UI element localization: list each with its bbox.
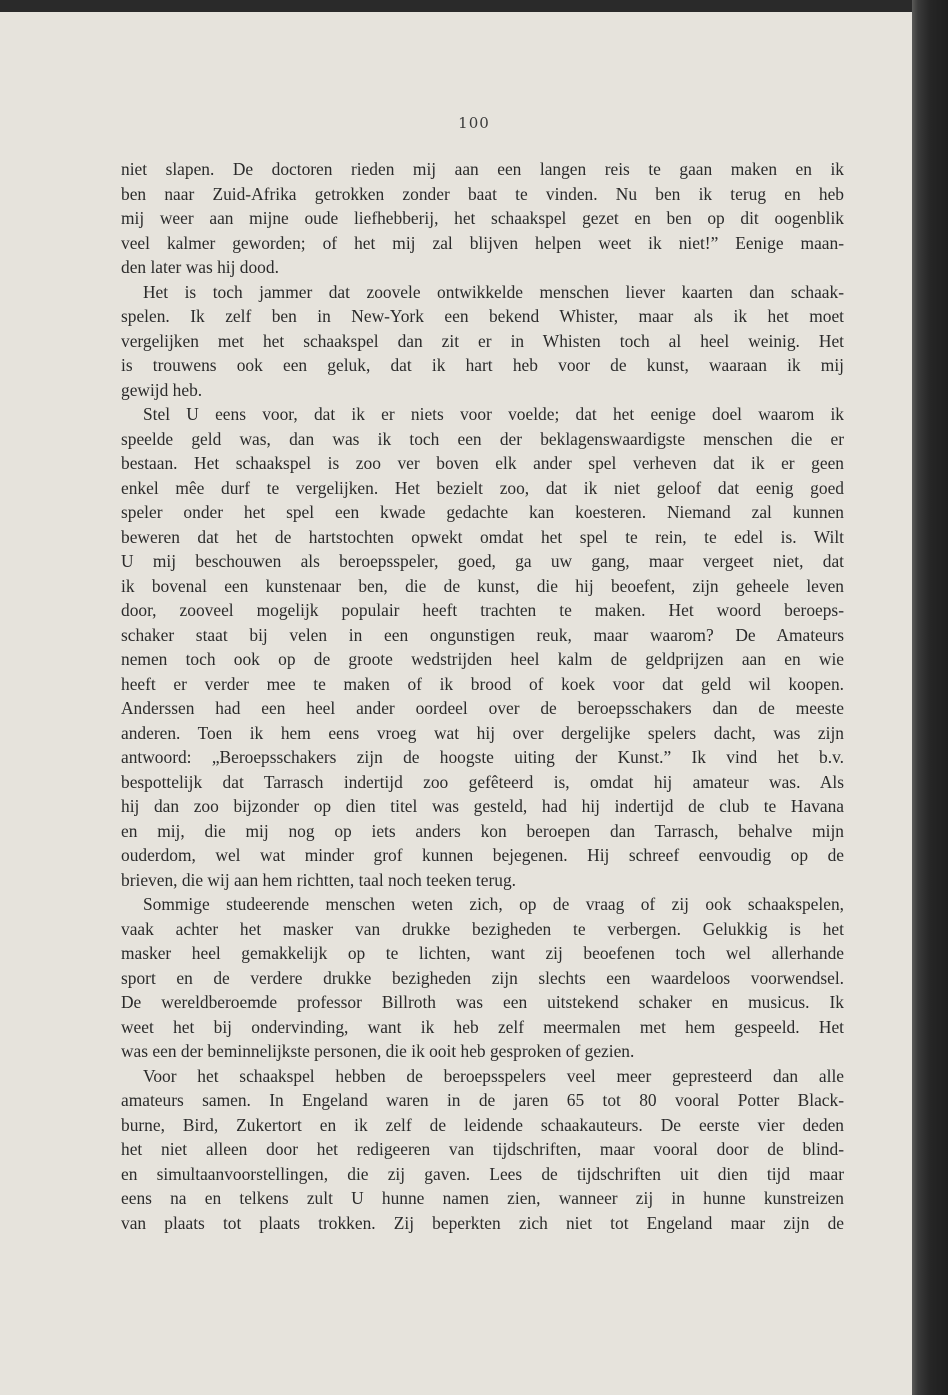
text-line: sport en de verdere drukke bezigheden zijn slechts een waardeloos voorwendsel. xyxy=(121,967,844,988)
text-line: amateurs samen. In Engeland waren in de jaren 65 tot 80 vooral Potter Black- xyxy=(121,1090,844,1110)
text-line: beweren dat het de hartstochten opwekt omdat het spel te rein, te edel is. Wilt xyxy=(121,526,844,547)
text-line: ik bovenal een kunstenaar ben, die de kunst, die hij beoefent, zijn geheele leven xyxy=(121,575,844,596)
text-line: speelde geld was, dan was ik toch een der beklagenswaardigste menschen die er xyxy=(121,428,844,449)
text-line: is trouwens ook een geluk, dat ik hart heb voor de kunst, waaraan ik mij xyxy=(121,355,844,375)
text-line: en simultaanvoorstellingen, die zij gaven. Lees de tijdschriften uit dien tijd maar xyxy=(121,1163,844,1184)
text-line: antwoord: „Beroepsschakers zijn de hoogste uiting der Kunst.” Ik vind het b.v. xyxy=(121,747,844,767)
text-line: vergelijken met het schaakspel dan zit er in Whisten toch al heel weinig. Het xyxy=(121,330,844,351)
text-line: Voor het schaakspel hebben de beroepsspelers veel meer gepresteerd dan alle xyxy=(143,1065,844,1086)
text-line: veel kalmer geworden; of het mij zal blijven helpen weet ik niet!” Eenige maan- xyxy=(121,232,844,253)
text-line: anderen. Toen ik hem eens vroeg wat hij over dergelijke spelers dacht, was zijn xyxy=(121,722,844,743)
text-line: Sommige studeerende menschen weten zich, op de vraag of zij ook schaakspelen, xyxy=(143,894,844,914)
text-line: hij dan zoo bijzonder op dien titel was gesteld, had hij indertijd de club te Havana xyxy=(121,796,844,816)
text-line: bespottelijk dat Tarrasch indertijd zoo gefêteerd is, omdat hij amateur was. Als xyxy=(121,771,844,792)
text-line: niet slapen. De doctoren rieden mij aan een langen reis te gaan maken en ik xyxy=(121,159,844,179)
text-line: enkel mêe durf te vergelijken. Het bezielt zoo, dat ik niet geloof dat eenig goed xyxy=(121,477,844,498)
text-line: burne, Bird, Zukertort en ik zelf de leidende schaakauteurs. De eerste vier deden xyxy=(121,1114,844,1135)
text-line: schaker staat bij velen in een ongunstigen reuk, maar waarom? De Amateurs xyxy=(121,624,844,645)
page-number: 100 xyxy=(458,114,490,132)
text-line: nemen toch ook op de groote wedstrijden heel kalm de geldprijzen aan en wie xyxy=(121,649,844,669)
body-text xyxy=(121,157,844,1235)
text-line: gewijd heb. xyxy=(121,379,203,400)
text-line: spelen. Ik zelf ben in New-York een bekend Whister, maar als ik het moet xyxy=(121,306,844,326)
text-line: van plaats tot plaats trokken. Zij beperkten zich niet tot Engeland maar zijn de xyxy=(121,1212,844,1233)
text-line: het niet alleen door het redigeeren van tijdschriften, maar vooral door de blind- xyxy=(121,1139,844,1159)
text-line: vaak achter het masker van drukke bezigheden te verbergen. Gelukkig is het xyxy=(121,918,844,939)
text-line: weet het bij ondervinding, want ik heb zelf meermalen met hem gespeeld. Het xyxy=(121,1016,844,1037)
text-line: speler onder het spel een kwade gedachte kan koesteren. Niemand zal kunnen xyxy=(121,502,844,522)
text-line: eens na en telkens zult U hunne namen zien, wanneer zij in hunne kunstreizen xyxy=(121,1188,844,1208)
text-line: was een der beminnelijkste personen, die ik ooit heb gesproken of gezien. xyxy=(121,1041,635,1061)
text-line: door, zooveel mogelijk populair heeft trachten te maken. Het woord beroeps- xyxy=(121,600,844,620)
text-line: Stel U eens voor, dat ik er niets voor voelde; dat het eenige doel waarom ik xyxy=(143,404,844,424)
page-edge-shadow xyxy=(912,0,948,1395)
text-line: heeft er verder mee te maken of ik brood of koek voor dat geld wil koopen. xyxy=(121,673,844,694)
text-line: bestaan. Het schaakspel is zoo ver boven elk ander spel verheven dat ik er geen xyxy=(121,453,844,473)
text-line: brieven, die wij aan hem richtten, taal noch teeken terug. xyxy=(121,869,516,890)
text-line: Het is toch jammer dat zoovele ontwikkelde menschen liever kaarten dan schaak- xyxy=(143,281,844,302)
text-line: masker heel gemakkelijk op te lichten, want zij beoefenen toch wel allerhande xyxy=(121,943,844,963)
text-line: Anderssen had een heel ander oordeel over de beroepsschakers dan de meeste xyxy=(121,698,844,718)
text-line: U mij beschouwen als beroepsspeler, goed, ga uw gang, maar vergeet niet, dat xyxy=(121,551,844,571)
text-line: ben naar Zuid-Afrika getrokken zonder baat te vinden. Nu ben ik terug en heb xyxy=(121,183,844,204)
text-line: De wereldberoemde professor Billroth was een uitstekend schaker en musicus. Ik xyxy=(121,992,844,1012)
text-line: den later was hij dood. xyxy=(121,257,279,277)
text-line: ouderdom, wel wat minder grof kunnen bejegenen. Hij schreef eenvoudig op de xyxy=(121,845,844,865)
text-line: mij weer aan mijne oude liefhebberij, het schaakspel gezet en ben op dit oogenblik xyxy=(121,208,844,228)
text-line: en mij, die mij nog op iets anders kon beroepen dan Tarrasch, behalve mijn xyxy=(121,820,844,841)
